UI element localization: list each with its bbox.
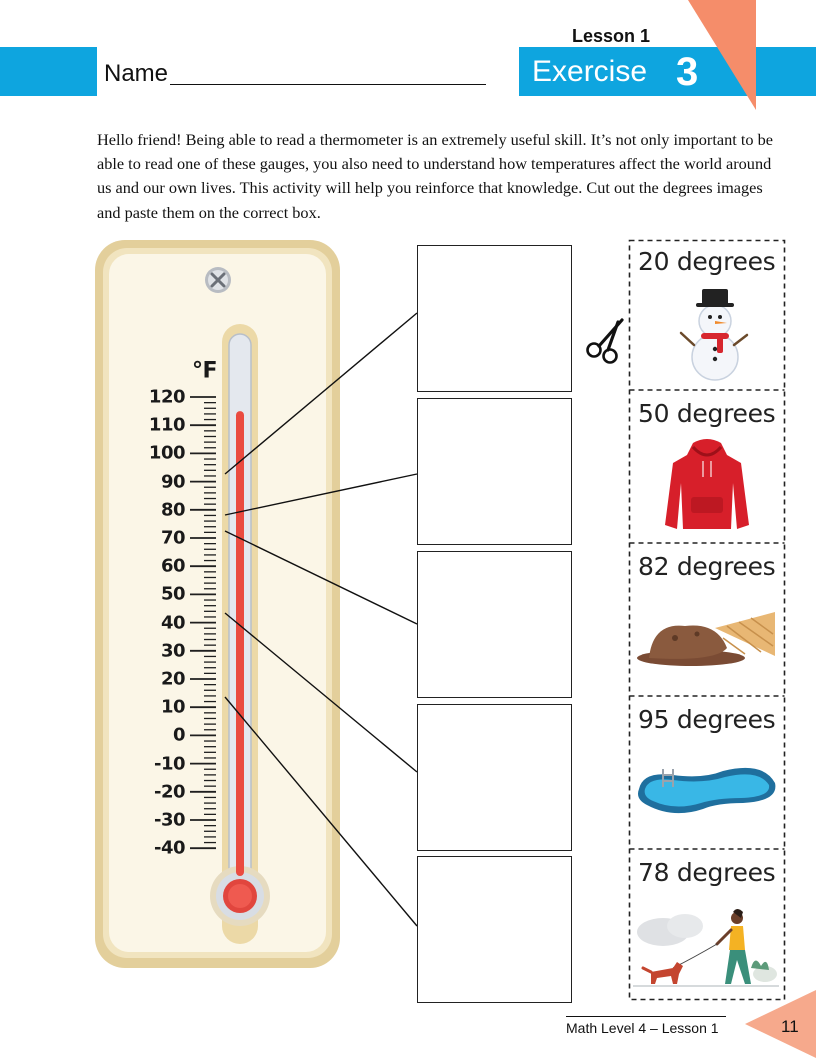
answer-box[interactable] (417, 398, 572, 545)
answer-box[interactable] (417, 245, 572, 392)
tick-label: 100 (148, 442, 185, 464)
unit-label: °F (191, 358, 217, 384)
page-number: 11 (781, 1017, 799, 1036)
melted-ice-cream-icon (635, 608, 779, 670)
tick-label: 70 (160, 527, 185, 549)
card-label: 82 degrees (638, 552, 776, 581)
footer-rule (566, 1016, 726, 1017)
card-label: 95 degrees (638, 705, 776, 734)
tick-label: 60 (160, 555, 185, 577)
tick-label: 120 (148, 386, 185, 408)
card-20-degrees[interactable] (629, 241, 784, 390)
answer-box[interactable] (417, 856, 572, 1003)
card-label: 50 degrees (638, 399, 776, 428)
exercise-number: 3 (676, 50, 699, 94)
intro-paragraph: Hello friend! Being able to read a thermometer is an extremely useful skill. It’s not only important to be able to read one of these gauges, you also need to understand how temperatures affect the world around us and our own lives. This activity will help you reinforce that knowledge. Cut out the degrees images and paste them on the correct box. (97, 130, 773, 222)
card-label: 78 degrees (638, 858, 776, 887)
scissors-icon (584, 316, 628, 368)
tick-label: -40 (153, 837, 185, 859)
tick-label: -30 (153, 809, 185, 831)
tick-label: 10 (160, 696, 185, 718)
swimming-pool-icon (633, 765, 779, 815)
tick-label: 30 (160, 640, 185, 662)
lesson-label: Lesson 1 (572, 26, 651, 46)
footer-course-label: Math Level 4 – Lesson 1 (566, 1020, 719, 1036)
tick-label: 50 (160, 583, 185, 605)
tick-label: -10 (153, 753, 185, 775)
card-95-degrees[interactable] (629, 699, 784, 848)
tick-label: 110 (148, 414, 185, 436)
tick-label: 40 (160, 612, 185, 634)
hoodie-icon (663, 437, 751, 533)
tick-label: 0 (172, 724, 185, 746)
woman-walking-dog-icon (633, 898, 779, 994)
tick-label: 80 (160, 499, 185, 521)
card-label: 20 degrees (638, 247, 776, 276)
name-label: Name (104, 60, 169, 87)
answer-box[interactable] (417, 704, 572, 851)
card-82-degrees[interactable] (629, 546, 784, 695)
card-50-degrees[interactable] (629, 393, 784, 542)
snowman-icon (679, 283, 751, 383)
answer-box[interactable] (417, 551, 572, 698)
card-78-degrees[interactable] (629, 852, 784, 999)
tick-label: 90 (160, 471, 185, 493)
tick-label: 20 (160, 668, 185, 690)
tick-label: -20 (153, 781, 185, 803)
exercise-label: Exercise (532, 55, 648, 88)
